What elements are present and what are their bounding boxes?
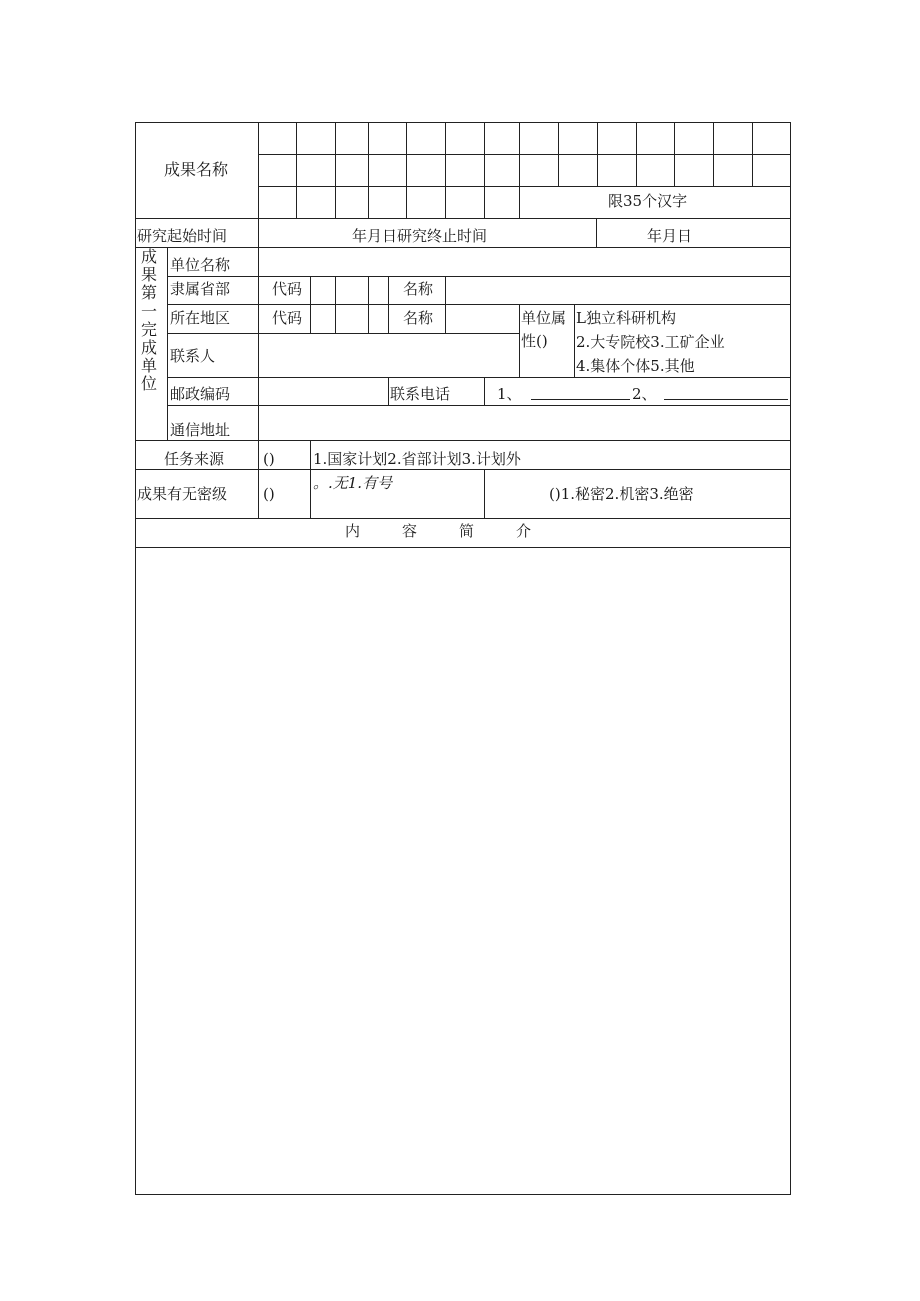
unit-attr-label-1: 单位属 [521,309,567,327]
grid-line [388,377,389,406]
summary-title-char: 容 [402,522,418,540]
phone-label: 联系电话 [390,385,451,403]
task-options: 1.国家计划2.省部计划3.计划外 [313,450,521,468]
unit-attr-option-1: L独立科研机构 [576,309,676,327]
secret-options: 。.无1.有号 [313,474,393,492]
time-label: 研究起始时间 [137,227,228,245]
unit-side-char: 一 [140,301,157,321]
grid-line [296,122,297,219]
unit-side-char: 成 [140,247,157,266]
unit-side-char: 位 [140,374,157,394]
grid-line [310,276,311,334]
grid-line [674,122,675,187]
grid-line [135,218,791,219]
time-middle-label: 年月日研究终止时间 [352,227,488,245]
unit-side-char: 单 [140,356,157,376]
summary-title-char: 内 [345,522,361,540]
address-label: 通信地址 [170,421,231,439]
name-limit-note: 限35个汉字 [608,192,688,210]
grid-line [574,304,575,378]
grid-line [167,333,519,334]
secret-label: 成果有无密级 [137,485,228,503]
unit-side-label [140,248,158,394]
grid-line [335,122,336,219]
contact-label: 联系人 [170,347,216,365]
unit-side-char: 成 [140,338,157,358]
grid-line [558,122,559,187]
grid-line [368,276,369,334]
grid-line [259,154,790,155]
unit-attr-option-3: 4.集体个体5.其他 [576,357,695,375]
phone-1-blank [531,399,630,400]
secret-choice: () [263,485,275,503]
grid-line [596,218,597,248]
grid-line [167,247,168,441]
region-name-label: 名称 [403,309,434,327]
phone-2-label: 2、 [632,385,657,403]
name-label: 成果名称 [164,160,229,179]
region-label: 所在地区 [170,309,231,327]
grid-line [135,469,791,470]
grid-line [368,122,369,219]
summary-area[interactable] [136,548,790,1194]
grid-line [388,276,389,334]
grid-line [259,186,790,187]
dept-label: 隶属省部 [170,280,231,298]
grid-line [484,122,485,219]
grid-line [445,122,446,219]
unit-attr-option-2: 2.大专院校3.工矿企业 [576,333,725,351]
unit-side-char: 完 [140,319,157,339]
grid-line [713,122,714,187]
grid-line [167,276,791,277]
unit-attr-label-2: 性() [521,332,548,350]
grid-line [135,247,791,248]
summary-title-char: 简 [459,522,475,540]
task-choice: () [263,450,275,468]
grid-line [167,377,791,378]
unit-side-char: 第 [140,283,157,303]
grid-line [406,122,407,219]
grid-line [484,469,485,519]
task-label: 任务来源 [164,450,225,468]
grid-line [135,518,791,519]
summary-title-char: 介 [516,522,532,540]
unit-name-label: 单位名称 [170,256,231,274]
grid-line [258,440,259,519]
grid-line [597,122,598,187]
grid-line [445,276,446,334]
phone-2-blank [664,399,788,400]
grid-line [519,122,520,219]
unit-side-char: 果 [140,265,157,285]
secret-levels: ()1.秘密2.机密3.绝密 [549,485,694,503]
dept-code-label: 代码 [272,280,303,298]
grid-line [310,440,311,519]
phone-1-label: 1、 [497,385,522,403]
time-end-label: 年月日 [647,227,693,245]
grid-line [135,440,791,441]
grid-line [167,405,791,406]
grid-line [258,122,259,447]
summary-title [345,522,531,540]
grid-line [484,377,485,406]
grid-line [636,122,637,187]
dept-name-label: 名称 [403,280,434,298]
grid-line [335,276,336,334]
grid-line [167,304,791,305]
postcode-label: 邮政编码 [170,385,231,403]
grid-line [519,304,520,378]
region-code-label: 代码 [272,309,303,327]
grid-line [752,122,753,187]
